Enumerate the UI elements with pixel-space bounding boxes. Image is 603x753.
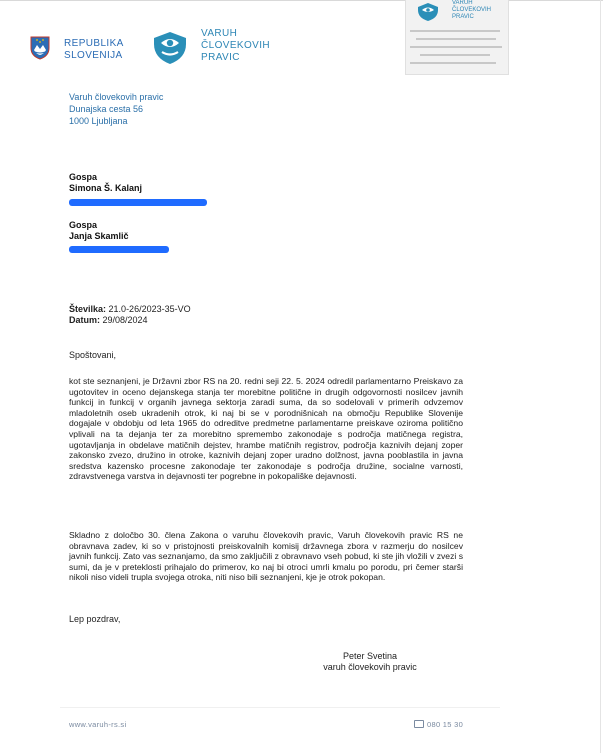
reference-meta [69, 304, 191, 326]
stamp-text [452, 0, 491, 21]
recipient-salutation: Gospa [69, 172, 98, 182]
greeting: Spoštovani, [69, 350, 117, 360]
sender-name: Varuh človekovih pravic [69, 92, 164, 102]
stamp-line: ČLOVEKOVIH [452, 7, 492, 13]
number-value: 21.0-26/2023-35-VO [108, 304, 191, 314]
stamp-scribble [410, 46, 502, 48]
recipient-block [69, 220, 129, 242]
recipient-name: Janja Skamlič [69, 231, 129, 241]
page-edge [0, 0, 603, 1]
number-label: Številka: [69, 304, 107, 314]
recipient-salutation: Gospa [69, 220, 98, 230]
republic-line: REPUBLIKA [64, 38, 124, 49]
signer-name: Peter Svetina [342, 651, 398, 661]
sender-city: 1000 Ljubljana [69, 116, 128, 126]
redacted-address [69, 199, 207, 206]
republic-line: SLOVENIJA [64, 50, 123, 61]
body-paragraph: kot ste seznanjeni, je Državni zbor RS na 20. redni seji 22. 5. 2024 odredil parlamentarno Preiskavo za ugotovitev in oceno dejanskega stanja ter morebitne politične in drugih odgovornosti nosilcev javnih funkcij in funkcij v organih javnega sektorja zaradi suma, da so sodelovali v primerih odvzemov mladoletnih oseb ukradenih otrok, ki naj bi se v porodnišnicah na območju Republike Slovenije dogajale v obdobju od leta 1965 do odreditve predmetne parlamentarne preiskave oziroma politično vplivali na ta dejanja ter za morebitno spremembo zakonodaje s področja matičnega registra, ugotavljanja in obdelave matičnih dejstev, hrambe matičnih registrov, področja kaznivih dejanj zoper zakonsko zvezo, družino in otroke, kaznivih dejanj zoper uradno dolžnost, javna pooblastila in javna sredstva kazensko procesne zakonodaje ter zakonodaje s področja družine, socialne varnosti, zdravstvenega varstva in dejavnosti ter pogrebne in pokopališke dejavnosti. [69, 376, 463, 482]
sender-address [69, 91, 163, 127]
stamp-scribble [420, 54, 490, 56]
footer-website: www.varuh-rs.si [69, 720, 127, 729]
sender-street: Dunajska cesta 56 [69, 104, 144, 114]
coat-of-arms-icon [30, 36, 50, 60]
stamp-scribble [410, 30, 500, 32]
date-label: Datum: [69, 315, 100, 325]
stamp-line: PRAVIC [452, 14, 474, 20]
stamp-line: VARUH [452, 0, 473, 6]
signer-title: varuh človekovih pravic [323, 662, 417, 672]
ombudsman-logo-icon [150, 30, 190, 66]
footer-phone-number: 080 15 30 [427, 720, 464, 729]
closing: Lep pozdrav, [69, 614, 121, 624]
stamp-scribble [410, 62, 496, 64]
date-value: 29/08/2024 [102, 315, 148, 325]
republic-wordmark [64, 38, 124, 62]
body-paragraph: Skladno z določbo 30. člena Zakona o varuhu človekovih pravic, Varuh človekovih pravic RS ne obravnava zadev, ki so v pristojnosti preiskovalnih komisij državnega zbora v razmerju do nosilcev javnih funkcij. Zato vas seznanjamo, da smo zaključili z obravnavo vseh pobud, ki ste jih vložili v zvezi s sumi, da je v preteklosti prihajalo do primerov, ko naj bi otroci umrli kmalu po porodu, pri čemer starši nikoli niso videli trupla svojega otroka, niti niso bili seznanjeni, kje je otrok pokopan. [69, 530, 463, 583]
footer-phone [414, 720, 463, 729]
stamp-scribble [416, 38, 496, 40]
ombudsman-line: ČLOVEKOVIH [201, 40, 271, 51]
ombudsman-line: PRAVIC [201, 52, 240, 63]
stamp-logo-icon [416, 2, 440, 22]
phone-icon [414, 720, 424, 728]
signature-block [300, 651, 440, 673]
footer-divider [60, 707, 500, 708]
ombudsman-wordmark [201, 28, 270, 64]
redacted-address [69, 246, 169, 253]
ombudsman-line: VARUH [201, 28, 238, 39]
recipient-name: Simona Š. Kalanj [69, 183, 143, 193]
recipient-block [69, 172, 142, 194]
page-edge [600, 0, 601, 753]
received-stamp [405, 0, 509, 75]
